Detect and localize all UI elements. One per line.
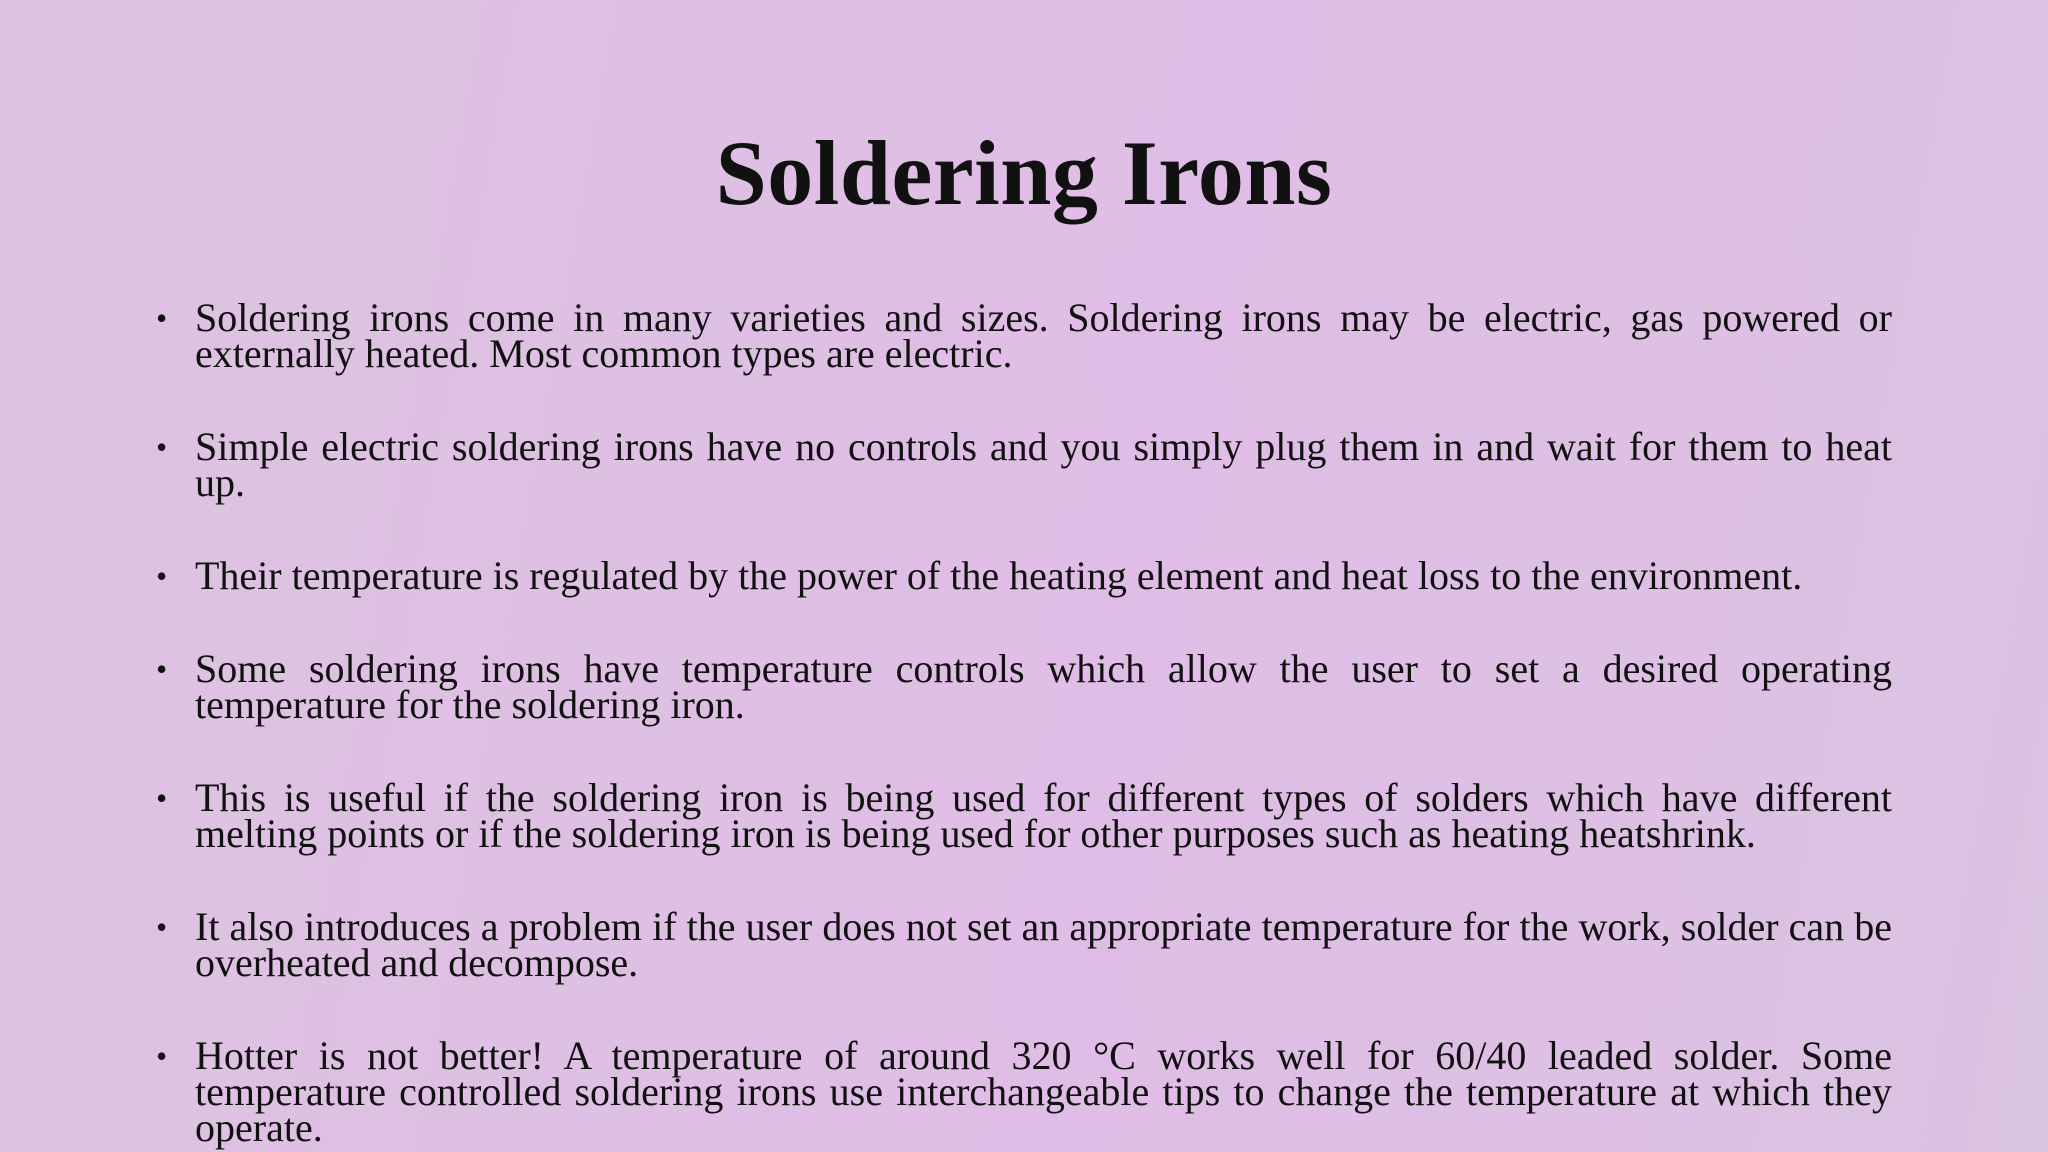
bullet-text: Soldering irons come in many varieties and sizes. Soldering irons may be electric, gas powered or externally heated. Most common types are electric. <box>195 295 1892 376</box>
bullet-text: Simple electric soldering irons have no controls and you simply plug them in and wait for them to heat up. <box>195 424 1892 505</box>
bullet-item <box>150 646 1892 727</box>
bullet-icon: • <box>156 780 168 816</box>
bullet-item <box>150 553 1892 598</box>
bullet-icon: • <box>156 651 168 687</box>
bullet-text: This is useful if the soldering iron is being used for different types of solders which have different melting points or if the soldering iron is being used for other purposes such as heating heatshrink. <box>195 775 1892 856</box>
bullet-text: It also introduces a problem if the user does not set an appropriate temperature for the work, solder can be overheated and decompose. <box>195 904 1892 985</box>
bullet-icon: • <box>156 1038 168 1074</box>
bullet-icon: • <box>156 909 168 945</box>
bullet-icon: • <box>156 429 168 465</box>
bullet-text: Some soldering irons have temperature controls which allow the user to set a desired operating temperature for the soldering iron. <box>195 646 1892 727</box>
bullet-list <box>150 295 1892 1150</box>
bullet-text: Hotter is not better! A temperature of around 320 °C works well for 60/40 leaded solder. Some temperature controlled soldering irons use interchangeable tips to change the temperature at which they operate. <box>195 1033 1892 1150</box>
bullet-item <box>150 904 1892 985</box>
slide-title: Soldering Irons <box>715 122 1333 224</box>
bullet-item <box>150 775 1892 856</box>
bullet-text: Their temperature is regulated by the power of the heating element and heat loss to the environment. <box>195 553 1803 598</box>
bullet-item <box>150 424 1892 505</box>
bullet-item <box>150 295 1892 376</box>
bullet-icon: • <box>156 558 168 594</box>
bullet-icon: • <box>156 300 168 336</box>
bullet-item <box>150 1033 1892 1150</box>
